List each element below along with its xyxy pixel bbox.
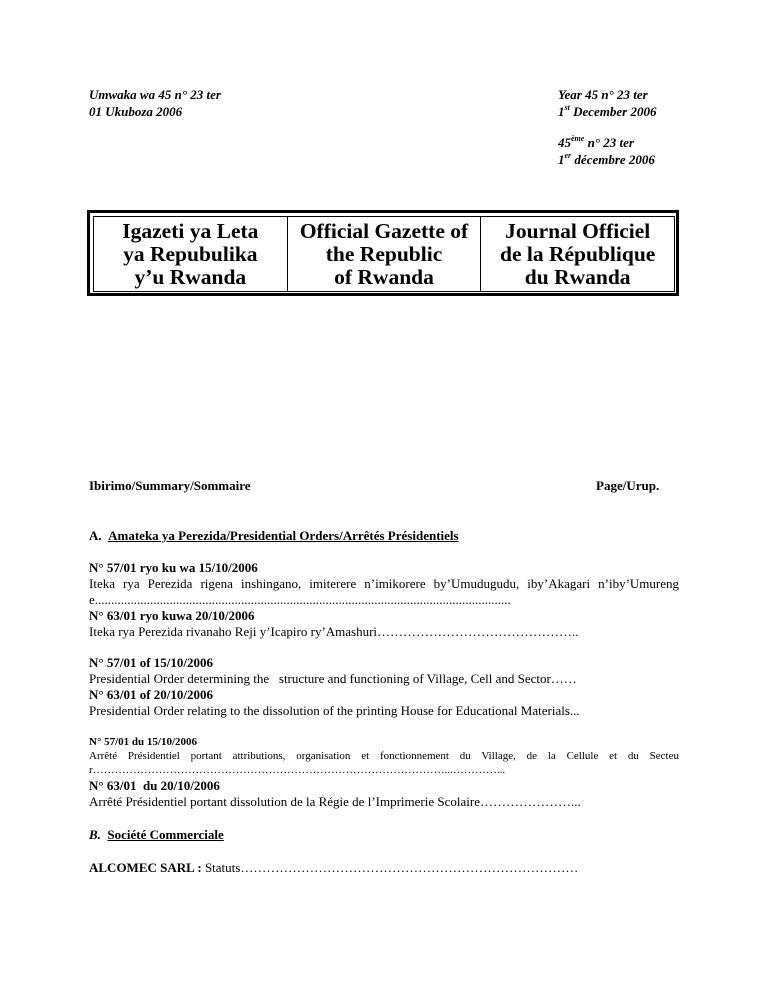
section-a-letter: A. [89, 528, 102, 543]
toc-entry-ref: N° 57/01 du 15/10/2006 [89, 736, 197, 748]
summary-heading: Ibirimo/Summary/Sommaire [89, 478, 251, 493]
toc-entry-text: Arrêté Présidentiel portant dissolution de la Régie de l’Imprimerie Scolaire…………………... [89, 794, 581, 809]
toc-entry-ref: N° 57/01 of 15/10/2006 [89, 655, 214, 670]
header-left-line2: 01 Ukuboza 2006 [89, 104, 183, 119]
masthead-french: Journal Officiel de la République du Rwanda [480, 217, 674, 291]
toc-entry-ref: N° 63/01 of 20/10/2006 [89, 687, 214, 702]
header-right-en-line2: 1st December 2006 [558, 102, 657, 119]
section-b-title: Société Commerciale [107, 827, 224, 842]
section-a-heading [89, 527, 459, 544]
toc-entry-ref: N° 57/01 ryo ku wa 15/10/2006 [89, 560, 258, 575]
company-text: Statuts…………………………………………………………………… [201, 860, 579, 875]
section-b-letter: B. [89, 827, 101, 842]
section-a-title: Amateka ya Perezida/Presidential Orders/Arrêtés Présidentiels [108, 528, 459, 543]
page-heading: Page/Urup. [596, 478, 660, 493]
toc-entry-text: Presidential Order determining the structure and functioning of Village, Cell and Sector…… [89, 671, 577, 686]
toc-entry-text: Iteka rya Perezida rigena inshingano, imiterere n’imikorere by’Umudugudu, iby’Akagari n’iby’Umurenge................................................................................................................................ [89, 576, 679, 607]
toc-entry-text: Presidential Order relating to the dissolution of the printing House for Educational Materials... [89, 703, 580, 718]
toc-entry-ref: N° 63/01 du 20/10/2006 [89, 778, 220, 793]
header-right-fr-line2: 1er décembre 2006 [558, 150, 655, 167]
header-right-fr-line1: 45ème n° 23 ter [558, 133, 634, 150]
masthead-kinyarwanda: Igazeti ya Leta ya Repubulika y’u Rwanda [122, 218, 259, 289]
company-name: ALCOMEC SARL : [89, 860, 202, 875]
header-left-line1: Umwaka wa 45 n° 23 ter [89, 87, 221, 102]
toc-entry-ref: N° 63/01 ryo kuwa 20/10/2006 [89, 608, 255, 623]
masthead-english: Official Gazette of the Republic of Rwanda [287, 217, 481, 291]
header-right-en-line1: Year 45 n° 23 ter [558, 87, 648, 102]
toc-entry-text: Iteka rya Perezida rivanaho Reji y’Icapiro ry’Amashuri……………………………………….. [89, 624, 579, 639]
toc-entry-text: Arrêté Présidentiel portant attributions, organisation et fonctionnement du Village, de la Cellule et du Secteur……………………………………………………………………………………...…………... [89, 750, 679, 776]
section-b-heading [89, 826, 224, 843]
gazette-masthead [87, 210, 679, 296]
company-entry [89, 860, 679, 876]
